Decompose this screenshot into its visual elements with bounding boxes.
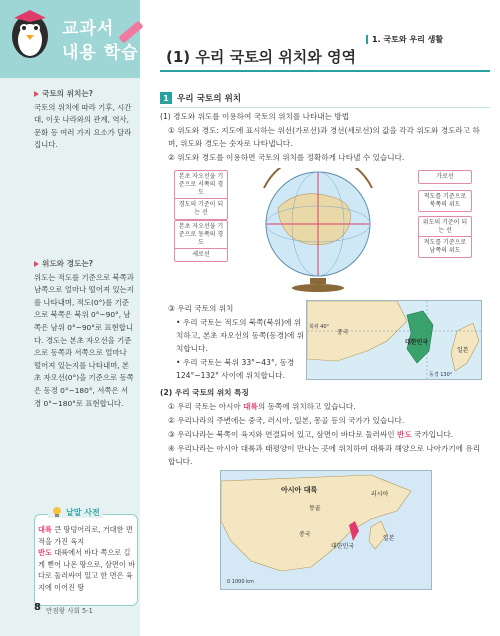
penguin-mascot-icon [6, 6, 54, 64]
page-number: 8 [34, 602, 41, 613]
loc-label-japan: 일본 [457, 347, 469, 354]
chapter-text: 1. 국토와 우리 생활 [372, 35, 444, 44]
note-location-body: 국토의 위치에 따라 기후, 시간대, 이웃 나라와의 관계, 역사, 문화 등 여러 가지 요소가 달라집니다. [34, 102, 132, 150]
asia-label-russia: 러시아 [371, 491, 389, 498]
item1-c1: • 우리 국토는 적도의 북쪽(북위)에 위치하고, 본초 자오선의 동쪽(동경)에 위치합니다. [176, 318, 305, 354]
item2-title: (2) 우리 국토의 위치 특징 [160, 388, 249, 397]
item2-a [168, 400, 486, 413]
subsection-label: 우리 국토의 위치 [177, 94, 242, 104]
dictionary-body [38, 524, 136, 594]
label-south-latitude: 적도를 기준으로 남쪽의 위도 [418, 236, 472, 258]
subsection-number: 1 [160, 92, 172, 104]
asia-label-china: 중국 [299, 531, 311, 538]
note-latlong-body: 위도는 적도를 기준으로 북쪽과 남쪽으로 얼마나 떨어져 있는지를 나타내며, 적도(0°)를 기준으로 북쪽은 북위 0°~90°, 남쪽은 남위 0°~90°로 표현합니다. 경도는 본초 자오선을 기준으로 동쪽과 서쪽으로 얼마나 떨어져 있는지를 나타내며, 본초 자오선(0°)을 기준으로 동쪽은 동경 0°~180°, 서쪽은 서경 0°~180°로 표현합니다. [34, 272, 134, 408]
item1-c: ③ 우리 국토의 위치 [168, 304, 234, 313]
sidebar-title-line1: 교과서 [62, 19, 115, 39]
subsection-badge [160, 92, 241, 104]
page-source: 만점왕 사회 5-1 [46, 607, 93, 615]
label-east-longitude: 본초 자오선을 기준으로 동쪽의 경도 [174, 220, 228, 250]
note-latlong-heading: 위도와 경도는? [42, 259, 94, 268]
dict-def-continent: 큰 땅덩어리로, 거대한 면적을 가진 육지 [38, 525, 133, 546]
asia-label-korea: 대한민국 [331, 543, 355, 550]
label-prime-meridian: 경도의 기준이 되는 선 [174, 198, 228, 220]
loc-label-long: 동경 130° [429, 372, 453, 378]
item2-c-post: 국가입니다. [411, 430, 454, 439]
note-location [34, 88, 134, 152]
asia-label-continent: 아시아 대륙 [281, 486, 318, 494]
item2-b: ② 우리나라의 주변에는 중국, 러시아, 일본, 몽골 등의 국가가 있습니다. [168, 416, 405, 425]
dict-def-peninsula: 대륙에서 바다 쪽으로 길게 뻗어 나온 땅으로, 삼면이 바다로 둘러싸여 있고 한 면은 육지에 이어진 땅 [38, 548, 136, 592]
asia-label-mongolia: 몽골 [309, 505, 321, 512]
lightbulb-icon [51, 506, 63, 518]
loc-label-lat: 북위 40° [309, 324, 330, 330]
item2-d: ④ 우리나라는 아시아 대륙과 태평양이 만나는 곳에 위치하여 대륙과 해양으로 나아가기에 유리합니다. [168, 444, 481, 467]
asia-map [220, 470, 432, 590]
sidebar-title-line2: 내용 학습 [62, 43, 139, 63]
dict-term-peninsula: 반도 [38, 548, 52, 558]
note-latlong [34, 258, 134, 410]
item1-b: ② 위도와 경도를 이용하면 국토의 위치를 정확하게 나타낼 수 있습니다. [168, 153, 405, 162]
note-location-heading: 국토의 위치는? [42, 89, 94, 98]
label-vertical-line: 세로선 [174, 248, 228, 262]
subsection-divider [160, 107, 490, 108]
item1-a: ① 위도와 경도: 지도에 표시하는 위선(가로선)과 경선(세로선)의 값을 각각 위도와 경도라고 하며, 위도와 경도는 숫자로 나타냅니다. [168, 126, 480, 149]
item2-c-pre: ③ 우리나라는 북쪽이 육지와 연결되어 있고, 삼면이 바다로 둘러싸인 [168, 430, 398, 439]
section-divider [160, 70, 490, 72]
item2-c [168, 428, 486, 441]
asia-map-scale: 0 1000 km [227, 579, 254, 585]
dictionary-heading [48, 506, 103, 518]
bullet-icon [34, 261, 39, 267]
label-horizontal-line: 가로선 [418, 170, 472, 184]
label-west-longitude: 본초 자오선을 기준으로 서쪽의 경도 [174, 170, 228, 200]
item1-c2: • 우리 국토는 북위 33°~43°, 동경 124°~132° 사이에 위치합니다. [176, 358, 295, 381]
asia-map-illustration [221, 471, 433, 591]
asia-label-japan: 일본 [383, 535, 395, 542]
item2-c-highlight: 반도 [397, 430, 412, 439]
korea-map-illustration [307, 301, 483, 381]
globe-diagram [168, 168, 486, 292]
loc-label-korea: 대한민국 [405, 339, 429, 346]
loc-label-china: 중국 [337, 329, 349, 336]
label-north-latitude: 적도를 기준으로 북쪽의 위도 [418, 190, 472, 212]
label-equator: 위도의 기준이 되는 선 [418, 216, 472, 238]
item1-title: (1) 경도와 위도를 이용하여 국토의 위치를 나타내는 방법 [160, 112, 350, 121]
section-title: (1) 우리 국토의 위치와 영역 [166, 48, 356, 66]
item2-a-post: 의 동쪽에 위치하고 있습니다. [257, 402, 356, 411]
bullet-icon [34, 91, 39, 97]
chapter-label [366, 34, 443, 45]
chapter-bar [366, 35, 368, 44]
dictionary-title: 낱말 사전 [66, 507, 100, 517]
item2-a-highlight: 대륙 [243, 402, 258, 411]
dict-term-continent: 대륙 [38, 525, 52, 534]
korea-location-map [306, 300, 482, 380]
item2-a-pre: ① 우리 국토는 아시아 [168, 402, 244, 411]
